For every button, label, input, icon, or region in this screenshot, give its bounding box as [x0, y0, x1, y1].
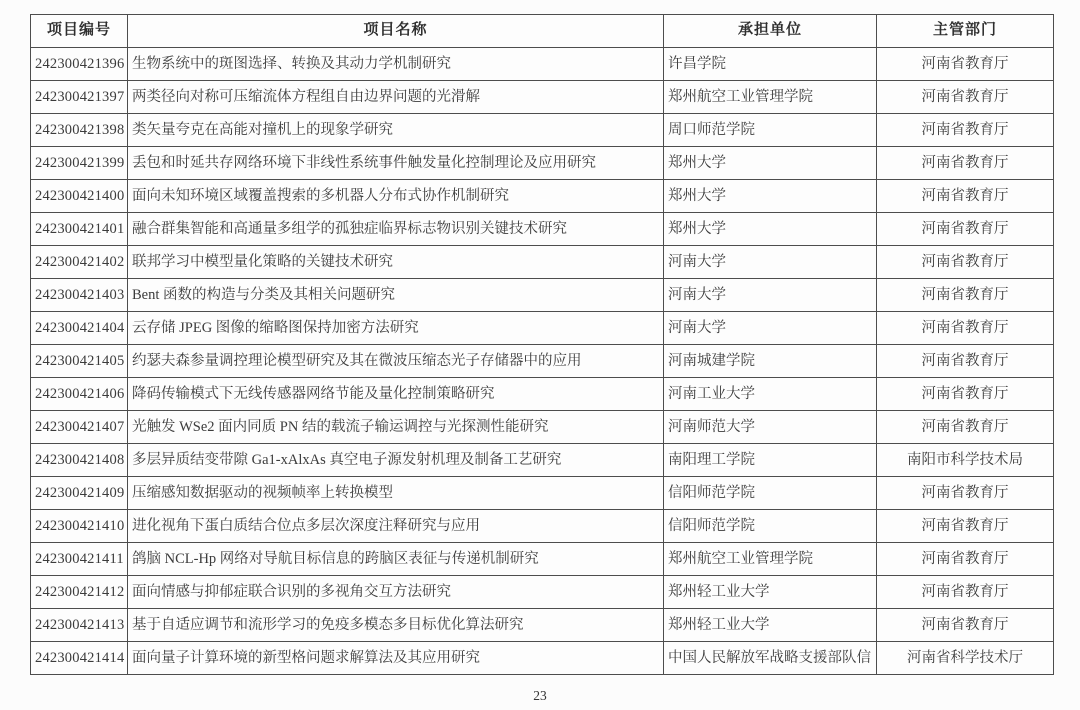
department-cell: 河南省教育厅	[877, 213, 1054, 246]
project-id-cell: 242300421412	[31, 576, 128, 609]
department-cell: 河南省教育厅	[877, 576, 1054, 609]
unit-cell: 郑州航空工业管理学院	[664, 543, 877, 576]
table-row	[31, 81, 1054, 114]
project-id-cell: 242300421406	[31, 378, 128, 411]
page-number: 23	[533, 688, 547, 703]
project-name-cell: 多层异质结变带隙 Ga1-xAlxAs 真空电子源发射机理及制备工艺研究	[128, 444, 664, 477]
unit-cell: 周口师范学院	[664, 114, 877, 147]
project-id-cell: 242300421404	[31, 312, 128, 345]
project-id-cell: 242300421414	[31, 642, 128, 675]
unit-cell: 河南师范大学	[664, 411, 877, 444]
header-row	[31, 15, 1054, 48]
department-cell: 河南省教育厅	[877, 279, 1054, 312]
project-name-cell: 面向情感与抑郁症联合识别的多视角交互方法研究	[128, 576, 664, 609]
project-name-cell: 两类径向对称可压缩流体方程组自由边界问题的光滑解	[128, 81, 664, 114]
department-cell: 河南省教育厅	[877, 81, 1054, 114]
department-cell: 河南省科学技术厅	[877, 642, 1054, 675]
column-header-unit: 承担单位	[664, 15, 877, 48]
table-row	[31, 510, 1054, 543]
unit-cell: 中国人民解放军战略支援部队信	[664, 642, 877, 675]
project-name-cell: 融合群集智能和高通量多组学的孤独症临界标志物识别关键技术研究	[128, 213, 664, 246]
unit-cell: 信阳师范学院	[664, 510, 877, 543]
unit-cell: 河南大学	[664, 279, 877, 312]
project-name-cell: 基于自适应调节和流形学习的免疫多模态多目标优化算法研究	[128, 609, 664, 642]
table-row	[31, 642, 1054, 675]
table-row	[31, 411, 1054, 444]
department-cell: 河南省教育厅	[877, 609, 1054, 642]
project-id-cell: 242300421401	[31, 213, 128, 246]
project-name-cell: 约瑟夫森参量调控理论模型研究及其在微波压缩态光子存储器中的应用	[128, 345, 664, 378]
project-name-cell: 压缩感知数据驱动的视频帧率上转换模型	[128, 477, 664, 510]
department-cell: 河南省教育厅	[877, 114, 1054, 147]
project-id-cell: 242300421408	[31, 444, 128, 477]
table-row	[31, 213, 1054, 246]
project-id-cell: 242300421409	[31, 477, 128, 510]
project-id-cell: 242300421410	[31, 510, 128, 543]
table-row	[31, 345, 1054, 378]
projects-table	[30, 14, 1054, 675]
project-id-cell: 242300421403	[31, 279, 128, 312]
project-id-cell: 242300421396	[31, 48, 128, 81]
table-row	[31, 312, 1054, 345]
table-row	[31, 48, 1054, 81]
project-name-cell: 云存储 JPEG 图像的缩略图保持加密方法研究	[128, 312, 664, 345]
table-row	[31, 477, 1054, 510]
unit-cell: 郑州轻工业大学	[664, 609, 877, 642]
project-name-cell: 进化视角下蛋白质结合位点多层次深度注释研究与应用	[128, 510, 664, 543]
department-cell: 河南省教育厅	[877, 378, 1054, 411]
unit-cell: 郑州大学	[664, 180, 877, 213]
unit-cell: 郑州轻工业大学	[664, 576, 877, 609]
project-id-cell: 242300421397	[31, 81, 128, 114]
project-name-cell: 联邦学习中模型量化策略的关键技术研究	[128, 246, 664, 279]
department-cell: 河南省教育厅	[877, 477, 1054, 510]
table-row	[31, 114, 1054, 147]
project-name-cell: 面向未知环境区域覆盖搜索的多机器人分布式协作机制研究	[128, 180, 664, 213]
unit-cell: 许昌学院	[664, 48, 877, 81]
unit-cell: 南阳理工学院	[664, 444, 877, 477]
project-name-cell: Bent 函数的构造与分类及其相关问题研究	[128, 279, 664, 312]
project-id-cell: 242300421402	[31, 246, 128, 279]
project-name-cell: 生物系统中的斑图选择、转换及其动力学机制研究	[128, 48, 664, 81]
unit-cell: 河南大学	[664, 246, 877, 279]
table-body	[31, 48, 1054, 675]
table-row	[31, 180, 1054, 213]
project-id-cell: 242300421407	[31, 411, 128, 444]
project-id-cell: 242300421411	[31, 543, 128, 576]
unit-cell: 河南工业大学	[664, 378, 877, 411]
unit-cell: 郑州大学	[664, 213, 877, 246]
unit-cell: 河南大学	[664, 312, 877, 345]
project-name-cell: 面向量子计算环境的新型格问题求解算法及其应用研究	[128, 642, 664, 675]
project-id-cell: 242300421413	[31, 609, 128, 642]
department-cell: 河南省教育厅	[877, 48, 1054, 81]
table-header	[31, 15, 1054, 48]
table-row	[31, 543, 1054, 576]
project-name-cell: 类矢量夸克在高能对撞机上的现象学研究	[128, 114, 664, 147]
department-cell: 河南省教育厅	[877, 180, 1054, 213]
department-cell: 南阳市科学技术局	[877, 444, 1054, 477]
table-row	[31, 147, 1054, 180]
department-cell: 河南省教育厅	[877, 147, 1054, 180]
table-row	[31, 378, 1054, 411]
unit-cell: 信阳师范学院	[664, 477, 877, 510]
department-cell: 河南省教育厅	[877, 345, 1054, 378]
table-row	[31, 444, 1054, 477]
project-name-cell: 丢包和时延共存网络环境下非线性系统事件触发量化控制理论及应用研究	[128, 147, 664, 180]
table-row	[31, 609, 1054, 642]
column-header-project-id: 项目编号	[31, 15, 128, 48]
column-header-department: 主管部门	[877, 15, 1054, 48]
table-row	[31, 246, 1054, 279]
column-header-project-name: 项目名称	[128, 15, 664, 48]
department-cell: 河南省教育厅	[877, 312, 1054, 345]
department-cell: 河南省教育厅	[877, 543, 1054, 576]
project-name-cell: 降码传输模式下无线传感器网络节能及量化控制策略研究	[128, 378, 664, 411]
unit-cell: 河南城建学院	[664, 345, 877, 378]
department-cell: 河南省教育厅	[877, 510, 1054, 543]
project-id-cell: 242300421399	[31, 147, 128, 180]
unit-cell: 郑州大学	[664, 147, 877, 180]
table-row	[31, 576, 1054, 609]
project-id-cell: 242300421400	[31, 180, 128, 213]
project-id-cell: 242300421405	[31, 345, 128, 378]
unit-cell: 郑州航空工业管理学院	[664, 81, 877, 114]
project-id-cell: 242300421398	[31, 114, 128, 147]
table-row	[31, 279, 1054, 312]
department-cell: 河南省教育厅	[877, 246, 1054, 279]
department-cell: 河南省教育厅	[877, 411, 1054, 444]
project-name-cell: 光触发 WSe2 面内同质 PN 结的载流子输运调控与光探测性能研究	[128, 411, 664, 444]
project-name-cell: 鸽脑 NCL-Hp 网络对导航目标信息的跨脑区表征与传递机制研究	[128, 543, 664, 576]
